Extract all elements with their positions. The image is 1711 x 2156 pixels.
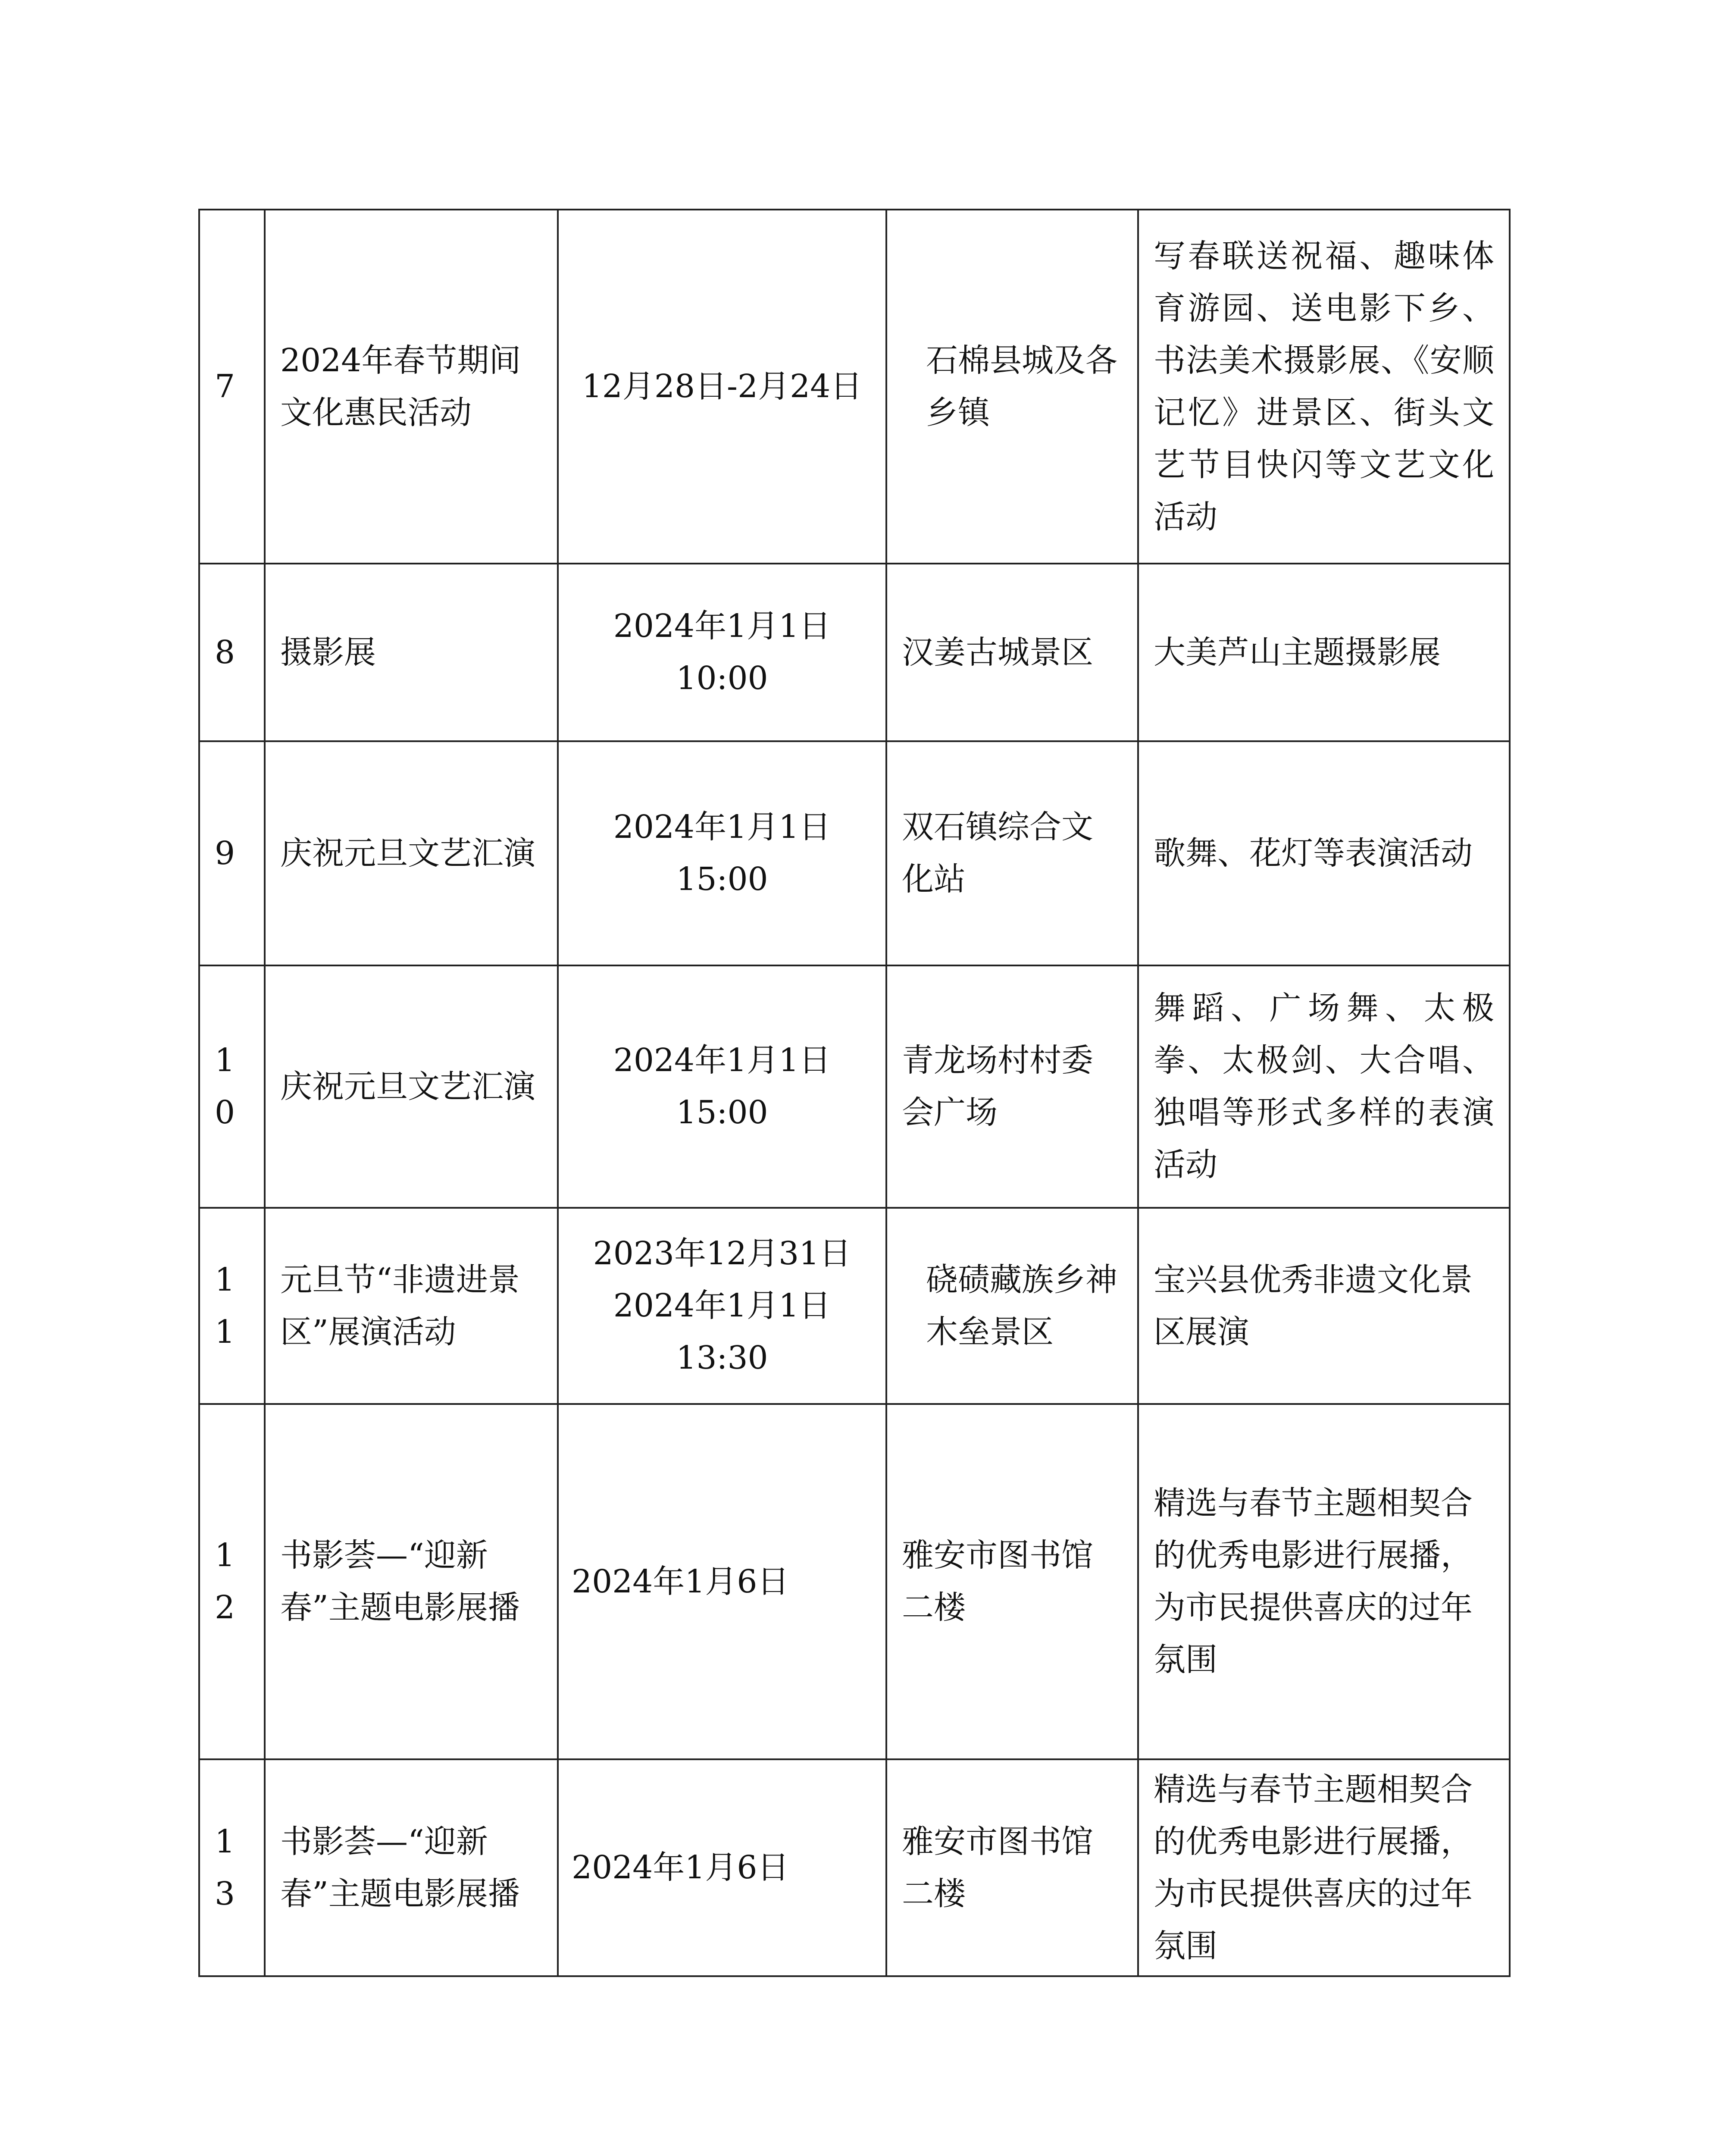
time-line: 13:30 [676, 1339, 768, 1376]
event-time [558, 210, 886, 564]
event-description: 舞蹈、广场舞、太极拳、太极剑、大合唱、独唱等形式多样的表演活动 [1138, 965, 1510, 1208]
row-number: 11 [199, 1208, 265, 1404]
event-name: 摄影展 [265, 564, 558, 741]
row-number: 7 [199, 210, 265, 564]
event-name: 书影荟—“迎新春”主题电影展播 [265, 1404, 558, 1759]
time-line: 15:00 [676, 861, 768, 898]
event-name: 元旦节“非遗进景区”展演活动 [265, 1208, 558, 1404]
table-row [199, 1208, 1510, 1404]
row-number: 10 [199, 965, 265, 1208]
table-row [199, 210, 1510, 564]
time-line: 2024年1月1日 [613, 808, 831, 846]
row-number: 12 [199, 1404, 265, 1759]
event-description: 写春联送祝福、趣味体育游园、送电影下乡、书法美术摄影展、《安顺记忆》进景区、街头文艺节目快闪等文艺文化活动 [1138, 210, 1510, 564]
event-place: 雅安市图书馆二楼 [886, 1404, 1138, 1759]
event-place: 石棉县城及各乡镇 [886, 210, 1138, 564]
event-name: 2024年春节期间文化惠民活动 [265, 210, 558, 564]
table-row [199, 741, 1510, 965]
event-place: 硗碛藏族乡神木垒景区 [886, 1208, 1138, 1404]
time-line: 2024年1月1日 [613, 1287, 831, 1324]
table-row [199, 564, 1510, 741]
event-description: 大美芦山主题摄影展 [1138, 564, 1510, 741]
event-name: 庆祝元旦文艺汇演 [265, 741, 558, 965]
time-line: 10:00 [676, 660, 768, 697]
table-row [199, 1404, 1510, 1759]
event-place: 汉姜古城景区 [886, 564, 1138, 741]
event-description: 宝兴县优秀非遗文化景区展演 [1138, 1208, 1510, 1404]
event-description: 精选与春节主题相契合的优秀电影进行展播，为市民提供喜庆的过年氛围 [1138, 1404, 1510, 1759]
event-time [558, 741, 886, 965]
time-line: 2024年1月6日 [572, 1849, 789, 1886]
event-time [558, 564, 886, 741]
event-time [558, 965, 886, 1208]
time-line: 15:00 [676, 1094, 768, 1131]
time-line: 2024年1月1日 [613, 608, 831, 645]
time-line: 2024年1月1日 [613, 1042, 831, 1079]
row-number: 8 [199, 564, 265, 741]
event-place: 双石镇综合文化站 [886, 741, 1138, 965]
event-place: 青龙场村村委会广场 [886, 965, 1138, 1208]
event-schedule-table [198, 209, 1511, 1977]
time-line: 2023年12月31日 [593, 1235, 851, 1272]
table-row [199, 1759, 1510, 1976]
event-name: 庆祝元旦文艺汇演 [265, 965, 558, 1208]
event-description: 精选与春节主题相契合的优秀电影进行展播，为市民提供喜庆的过年氛围 [1138, 1759, 1510, 1976]
event-description: 歌舞、花灯等表演活动 [1138, 741, 1510, 965]
event-place: 雅安市图书馆二楼 [886, 1759, 1138, 1976]
event-name: 书影荟—“迎新春”主题电影展播 [265, 1759, 558, 1976]
table-row [199, 965, 1510, 1208]
row-number: 9 [199, 741, 265, 965]
event-time [558, 1759, 886, 1976]
time-line: 2024年1月6日 [572, 1563, 789, 1600]
time-line: 12月28日-2月24日 [582, 368, 863, 405]
event-time [558, 1404, 886, 1759]
row-number: 13 [199, 1759, 265, 1976]
event-time [558, 1208, 886, 1404]
